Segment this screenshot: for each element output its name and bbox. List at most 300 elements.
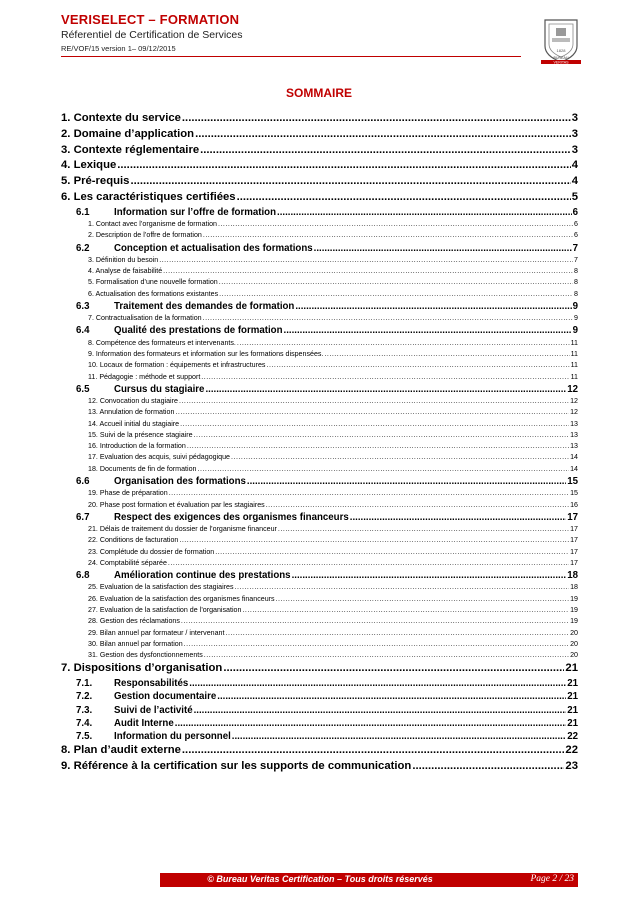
toc-entry-page: 11	[570, 361, 578, 370]
toc-entry-number: 2.	[61, 127, 71, 140]
toc-entry-title: Pré-requis	[73, 175, 130, 188]
toc-entry-label	[88, 397, 178, 405]
toc-entry-label	[88, 536, 178, 544]
toc-entry-page: 4	[571, 159, 578, 172]
toc-entry-page: 8	[574, 289, 578, 298]
toc-leader-dots	[201, 373, 569, 381]
toc-leader-dots	[237, 339, 570, 347]
toc-entry-label	[76, 476, 246, 487]
toc-entry-number: 6.5	[76, 383, 90, 395]
toc-entry-label	[88, 548, 214, 556]
footer-page-number: Page 2 / 23	[530, 874, 574, 884]
toc-entry-label	[88, 629, 224, 637]
toc-entry-number: 5.	[61, 175, 71, 188]
toc-entry-number: 3.	[88, 255, 94, 264]
toc-entry[interactable]	[61, 112, 578, 128]
toc-entry[interactable]	[61, 191, 578, 207]
toc-entry-title: Définition du besoin	[95, 255, 159, 264]
toc-entry-number: 8.	[61, 744, 71, 757]
toc-leader-dots	[237, 191, 571, 203]
toc-leader-dots	[179, 397, 569, 405]
toc-entry-number: 7.2.	[76, 691, 93, 703]
toc-entry-page: 20	[570, 639, 578, 648]
toc-entry-page: 3	[571, 143, 578, 156]
toc-leader-dots	[200, 144, 571, 156]
toc-leader-dots	[187, 442, 569, 450]
toc-entry-page: 13	[570, 442, 578, 451]
toc-entry-title: Contexte réglementaire	[73, 143, 200, 156]
toc-entry-label	[88, 220, 217, 228]
toc-entry-title: Dispositions d’organisation	[73, 662, 223, 675]
toc-entry-title: Lexique	[73, 159, 117, 172]
toc-leader-dots	[247, 476, 566, 487]
toc-entry-label	[76, 691, 216, 702]
toc-entry-page: 6	[574, 219, 578, 228]
toc-entry-title: Information des formateurs et information sur les formations dispensées.	[95, 349, 324, 358]
toc-entry-number: 18.	[88, 464, 98, 473]
toc-entry-label	[88, 501, 265, 509]
toc-leader-dots	[184, 640, 569, 648]
toc-entry-label	[76, 384, 204, 395]
toc-entry[interactable]	[61, 350, 578, 361]
toc-entry-label	[88, 256, 158, 264]
toc-entry-number: 12.	[88, 396, 98, 405]
document-version: RE/VOF/15 version 1– 09/12/2015	[61, 44, 176, 53]
toc-entry-number: 17.	[88, 453, 98, 462]
toc-leader-dots	[278, 525, 569, 533]
toc-leader-dots	[197, 465, 569, 473]
toc-entry-title: Contexte du service	[73, 112, 181, 124]
toc-entry-page: 3	[571, 112, 578, 124]
toc-entry-title: Référence à la certification sur les supports de communication	[73, 760, 412, 773]
toc-entry-page: 19	[570, 617, 578, 626]
toc-entry-page: 9	[572, 325, 578, 337]
toc-leader-dots	[266, 361, 569, 369]
toc-entry[interactable]	[61, 159, 578, 175]
toc-entry[interactable]	[61, 512, 578, 525]
toc-entry-page: 22	[567, 731, 578, 743]
toc-entry-title: Bilan annuel par formateur / intervenant	[99, 628, 225, 637]
toc-entry-page: 11	[570, 338, 578, 347]
toc-entry-label	[76, 207, 276, 218]
toc-entry-page: 12	[570, 408, 578, 417]
toc-entry[interactable]	[61, 536, 578, 547]
toc-entry[interactable]	[61, 570, 578, 583]
toc-entry[interactable]	[61, 301, 578, 314]
toc-entry-label	[88, 314, 202, 322]
toc-entry-title: Contractualisation de la formation	[95, 314, 202, 323]
toc-leader-dots	[223, 662, 564, 674]
toc-entry-label	[88, 465, 196, 473]
toc-entry-title: Evaluation de la satisfaction des organismes financeurs	[99, 594, 275, 603]
toc-entry-number: 5.	[88, 278, 94, 287]
toc-entry-label	[76, 325, 283, 336]
toc-entry[interactable]	[61, 243, 578, 256]
bureau-veritas-logo	[539, 16, 583, 68]
toc-leader-dots	[182, 112, 571, 124]
toc-leader-dots	[219, 278, 573, 286]
toc-entry[interactable]	[61, 731, 578, 744]
toc-entry-title: Responsabilités	[114, 678, 189, 690]
toc-entry-label	[88, 231, 202, 239]
toc-leader-dots	[217, 691, 566, 702]
toc-entry[interactable]	[61, 718, 578, 731]
toc-entry-title: Evaluation des acquis, suivi pédagogique	[99, 453, 231, 462]
toc-entry[interactable]	[61, 501, 578, 512]
toc-entry-label	[61, 128, 194, 140]
toc-leader-dots	[203, 314, 573, 322]
toc-leader-dots	[180, 420, 569, 428]
toc-entry-page: 11	[570, 372, 578, 381]
toc-entry-label	[88, 617, 180, 625]
toc-leader-dots	[130, 175, 570, 187]
toc-entry-number: 27.	[88, 606, 98, 614]
toc-entry[interactable]	[61, 744, 578, 760]
toc-entry-number: 7.4.	[76, 717, 93, 729]
toc-leader-dots	[194, 431, 570, 439]
toc-entry-label	[61, 662, 222, 674]
toc-leader-dots	[412, 760, 564, 772]
toc-entry-number: 13.	[88, 408, 98, 417]
toc-entry-number: 9.	[61, 760, 71, 773]
toc-entry-number: 7.5.	[76, 731, 93, 743]
toc-entry-page: 6	[572, 206, 578, 218]
toc-entry-number: 6.2	[76, 242, 90, 254]
toc-entry[interactable]	[61, 525, 578, 536]
toc-entry-number: 10.	[88, 361, 98, 370]
toc-entry-page: 16	[570, 500, 578, 509]
toc-entry[interactable]	[61, 453, 578, 464]
page-header	[61, 10, 583, 68]
toc-entry-label	[88, 442, 186, 450]
toc-entry-page: 7	[572, 242, 578, 254]
toc-entry-label	[88, 408, 174, 416]
toc-entry-title: Actualisation des formations existantes	[95, 289, 219, 298]
toc-entry[interactable]	[61, 705, 578, 718]
logo-text-bottom: VERITAS	[553, 60, 569, 65]
toc-entry-title: Suivi de la présence stagiaire	[99, 430, 193, 439]
toc-entry-number: 9.	[88, 349, 94, 358]
table-of-contents	[61, 112, 578, 776]
toc-leader-dots	[235, 583, 570, 591]
toc-leader-dots	[218, 220, 573, 228]
toc-leader-dots	[284, 325, 572, 336]
toc-entry-title: Amélioration continue des prestations	[114, 570, 291, 582]
toc-entry[interactable]	[61, 559, 578, 570]
toc-entry[interactable]	[61, 595, 578, 606]
toc-entry[interactable]	[61, 548, 578, 559]
toc-entry-title: Introduction de la formation	[99, 442, 186, 451]
toc-leader-dots	[194, 705, 567, 716]
toc-entry[interactable]	[61, 476, 578, 489]
toc-leader-dots	[203, 231, 573, 239]
toc-entry-number: 4.	[88, 267, 94, 276]
toc-leader-dots	[189, 678, 566, 689]
toc-entry-page: 15	[567, 476, 578, 488]
toc-entry-title: Comptabilité séparée	[99, 558, 167, 567]
toc-entry-label	[88, 361, 265, 369]
toc-entry-number: 16.	[88, 442, 98, 451]
toc-entry[interactable]	[61, 606, 578, 617]
toc-entry[interactable]	[61, 373, 578, 384]
toc-entry[interactable]	[61, 442, 578, 453]
toc-entry-page: 13	[570, 419, 578, 428]
toc-entry-title: Information sur l’offre de formation	[114, 206, 277, 218]
toc-entry-page: 20	[570, 628, 578, 637]
toc-leader-dots	[295, 301, 571, 312]
toc-entry-label	[88, 431, 193, 439]
toc-entry-number: 31.	[88, 651, 98, 660]
toc-entry-label	[88, 278, 218, 286]
toc-entry-title: Phase de préparation	[99, 489, 168, 498]
toc-entry-label	[76, 301, 294, 312]
toc-entry-title: Complétude du dossier de formation	[99, 547, 215, 556]
toc-entry-page: 7	[574, 255, 578, 264]
toc-entry-number: 1.	[61, 112, 71, 124]
toc-leader-dots	[242, 606, 569, 614]
toc-entry-title: Formalisation d’une nouvelle formation	[95, 278, 218, 287]
toc-entry-title: Organisation des formations	[114, 476, 246, 488]
toc-entry[interactable]	[61, 144, 578, 160]
toc-leader-dots	[163, 267, 573, 275]
toc-entry[interactable]	[61, 678, 578, 691]
toc-entry[interactable]	[61, 465, 578, 476]
toc-entry[interactable]	[61, 361, 578, 372]
toc-entry-label	[61, 144, 199, 156]
toc-entry-label	[61, 760, 411, 772]
toc-entry-number: 7.3.	[76, 704, 93, 716]
toc-entry-number: 6.1	[76, 206, 90, 218]
toc-entry-title: Domaine d’application	[73, 127, 195, 140]
toc-entry[interactable]	[61, 583, 578, 594]
toc-entry[interactable]	[61, 220, 578, 231]
toc-entry-number: 6.4	[76, 325, 90, 337]
toc-entry[interactable]	[61, 128, 578, 144]
toc-entry-title: Traitement des demandes de formation	[114, 300, 295, 312]
toc-entry-title: Respect des exigences des organismes financeurs	[114, 511, 349, 523]
toc-entry-number: 14.	[88, 419, 98, 428]
toc-entry-title: Evaluation de la satisfaction des stagiaires	[99, 583, 234, 592]
toc-entry[interactable]	[61, 397, 578, 408]
toc-leader-dots	[215, 548, 569, 556]
toc-entry-label	[88, 420, 179, 428]
toc-entry-label	[76, 570, 291, 581]
toc-entry[interactable]	[61, 691, 578, 704]
toc-leader-dots	[266, 501, 569, 509]
toc-entry-number: 6.6	[76, 476, 90, 488]
toc-entry[interactable]	[61, 278, 578, 289]
toc-entry-page: 21	[567, 717, 578, 729]
page-title: SOMMAIRE	[286, 86, 352, 100]
toc-entry-number: 30.	[88, 639, 98, 648]
toc-entry-label	[76, 678, 188, 689]
toc-entry-label	[76, 731, 231, 742]
toc-leader-dots	[276, 595, 570, 603]
toc-leader-dots	[182, 744, 565, 756]
toc-entry-page: 6	[574, 231, 578, 240]
toc-entry[interactable]	[61, 207, 578, 220]
toc-leader-dots	[231, 453, 569, 461]
document-brand: VERISELECT – FORMATION	[61, 12, 240, 27]
page-footer	[160, 873, 578, 887]
toc-leader-dots	[205, 384, 566, 395]
toc-entry[interactable]	[61, 629, 578, 640]
toc-entry-title: Délais de traitement du dossier de l’organisme financeur	[99, 525, 277, 534]
toc-entry-page: 19	[570, 606, 578, 614]
toc-leader-dots	[159, 256, 573, 264]
toc-entry-number: 26.	[88, 594, 98, 603]
toc-entry-page: 21	[565, 662, 578, 675]
toc-entry-title: Bilan annuel par formation	[99, 639, 183, 648]
toc-entry-page: 20	[570, 651, 578, 660]
toc-entry-page: 17	[570, 558, 578, 567]
toc-entry-page: 5	[571, 190, 578, 203]
toc-entry-number: 15.	[88, 430, 98, 439]
toc-entry-label	[88, 525, 277, 533]
toc-entry-page: 13	[570, 430, 578, 439]
toc-entry-title: Conception et actualisation des formations	[114, 242, 313, 254]
toc-entry-page: 12	[567, 383, 578, 395]
toc-entry[interactable]	[61, 651, 578, 662]
toc-entry-label	[88, 350, 323, 358]
toc-entry[interactable]	[61, 384, 578, 397]
toc-entry-page: 9	[574, 314, 578, 323]
toc-entry-page: 12	[570, 396, 578, 405]
toc-entry-title: Analyse de faisabilité	[95, 267, 163, 276]
toc-entry[interactable]	[61, 256, 578, 267]
toc-entry[interactable]	[61, 640, 578, 651]
toc-entry-page: 3	[571, 127, 578, 140]
toc-entry-title: Annulation de formation	[99, 408, 175, 417]
toc-entry-title: Les caractéristiques certifiées	[73, 190, 236, 203]
toc-entry-number: 1.	[88, 219, 94, 228]
toc-entry-label	[76, 718, 174, 729]
toc-entry-number: 24.	[88, 558, 98, 567]
toc-entry-page: 4	[571, 175, 578, 188]
toc-entry-title: Evaluation de la satisfaction de l’organisation	[99, 606, 242, 614]
toc-leader-dots	[277, 207, 572, 218]
toc-entry-page: 17	[570, 547, 578, 556]
toc-leader-dots	[324, 350, 569, 358]
toc-entry-label	[88, 559, 167, 567]
toc-entry-title: Contact avec l’organisme de formation	[95, 219, 217, 228]
toc-entry-page: 11	[570, 349, 578, 358]
toc-entry-title: Gestion des réclamations	[99, 617, 180, 626]
toc-entry-label	[88, 373, 200, 381]
toc-entry-number: 11.	[88, 372, 98, 381]
toc-entry-page: 22	[565, 744, 578, 757]
toc-entry[interactable]	[61, 420, 578, 431]
toc-leader-dots	[232, 731, 566, 742]
toc-leader-dots	[175, 718, 566, 729]
toc-entry-number: 21.	[88, 525, 98, 534]
toc-leader-dots	[181, 617, 569, 625]
toc-entry-label	[88, 489, 168, 497]
toc-entry-page: 8	[574, 267, 578, 276]
toc-entry-number: 6.7	[76, 511, 90, 523]
toc-entry-number: 6.3	[76, 300, 90, 312]
toc-entry-number: 28.	[88, 617, 98, 626]
toc-entry-page: 14	[570, 453, 578, 462]
toc-leader-dots	[169, 489, 569, 497]
logo-year: 1828	[556, 48, 566, 53]
toc-entry-page: 23	[565, 760, 578, 773]
toc-entry[interactable]	[61, 267, 578, 278]
toc-leader-dots	[175, 408, 569, 416]
toc-entry-number: 19.	[88, 489, 98, 498]
toc-entry-page: 21	[567, 678, 578, 690]
toc-entry-title: Gestion documentaire	[114, 691, 217, 703]
toc-entry-title: Pédagogie : méthode et support	[99, 372, 201, 381]
toc-entry-number: 6.	[61, 190, 71, 203]
toc-entry[interactable]	[61, 314, 578, 325]
toc-leader-dots	[195, 128, 571, 140]
document-subtitle: Réferentiel de Certification de Services	[61, 29, 243, 41]
toc-entry-label	[61, 191, 236, 203]
toc-entry-page: 15	[570, 489, 578, 498]
toc-leader-dots	[117, 159, 570, 171]
toc-entry-label	[88, 651, 203, 659]
toc-leader-dots	[314, 243, 572, 254]
toc-entry[interactable]	[61, 760, 578, 776]
toc-entry[interactable]	[61, 431, 578, 442]
toc-entry-title: Suivi de l’activité	[114, 704, 193, 716]
toc-entry-page: 19	[570, 594, 578, 603]
toc-entry-label	[88, 267, 162, 275]
toc-entry-number: 6.	[88, 289, 94, 298]
toc-entry-title: Conditions de facturation	[99, 536, 179, 545]
toc-entry-title: Cursus du stagiaire	[114, 383, 205, 395]
toc-leader-dots	[179, 536, 569, 544]
toc-leader-dots	[219, 290, 573, 298]
toc-entry-number: 20.	[88, 500, 98, 509]
toc-entry[interactable]	[61, 325, 578, 338]
toc-entry-page: 17	[570, 525, 578, 534]
toc-entry-label	[61, 112, 181, 124]
toc-entry-page: 17	[570, 536, 578, 545]
toc-entry-label	[88, 339, 236, 347]
toc-entry[interactable]	[61, 175, 578, 191]
toc-entry-label	[88, 595, 275, 603]
toc-entry-number: 7.	[61, 662, 71, 675]
toc-entry-title: Description de l’offre de formation	[95, 231, 202, 240]
toc-entry-page: 18	[570, 583, 578, 592]
toc-entry[interactable]	[61, 290, 578, 301]
toc-entry-title: Audit Interne	[114, 717, 174, 729]
toc-entry-label	[61, 744, 181, 756]
toc-entry[interactable]	[61, 408, 578, 419]
toc-entry-number: 3.	[61, 143, 71, 156]
toc-entry-number: 8.	[88, 338, 94, 347]
toc-leader-dots	[292, 570, 567, 581]
toc-entry-title: Information du personnel	[114, 731, 231, 743]
toc-entry[interactable]	[61, 662, 578, 678]
toc-entry[interactable]	[61, 339, 578, 350]
toc-entry[interactable]	[61, 617, 578, 628]
toc-entry-label	[88, 290, 218, 298]
toc-entry[interactable]	[61, 489, 578, 500]
toc-entry-number: 7.1.	[76, 678, 93, 690]
toc-entry[interactable]	[61, 231, 578, 242]
toc-entry-title: Accueil initial du stagiaire	[99, 419, 180, 428]
footer-copyright: © Bureau Veritas Certification – Tous droits réservés	[207, 874, 433, 884]
toc-entry-title: Compétence des formateurs et intervenants.	[95, 338, 236, 347]
toc-entry-number: 4.	[61, 159, 71, 172]
toc-entry-number: 25.	[88, 583, 98, 592]
toc-entry-number: 2.	[88, 231, 94, 240]
toc-entry-page: 17	[567, 511, 578, 523]
toc-entry-number: 22.	[88, 536, 98, 545]
